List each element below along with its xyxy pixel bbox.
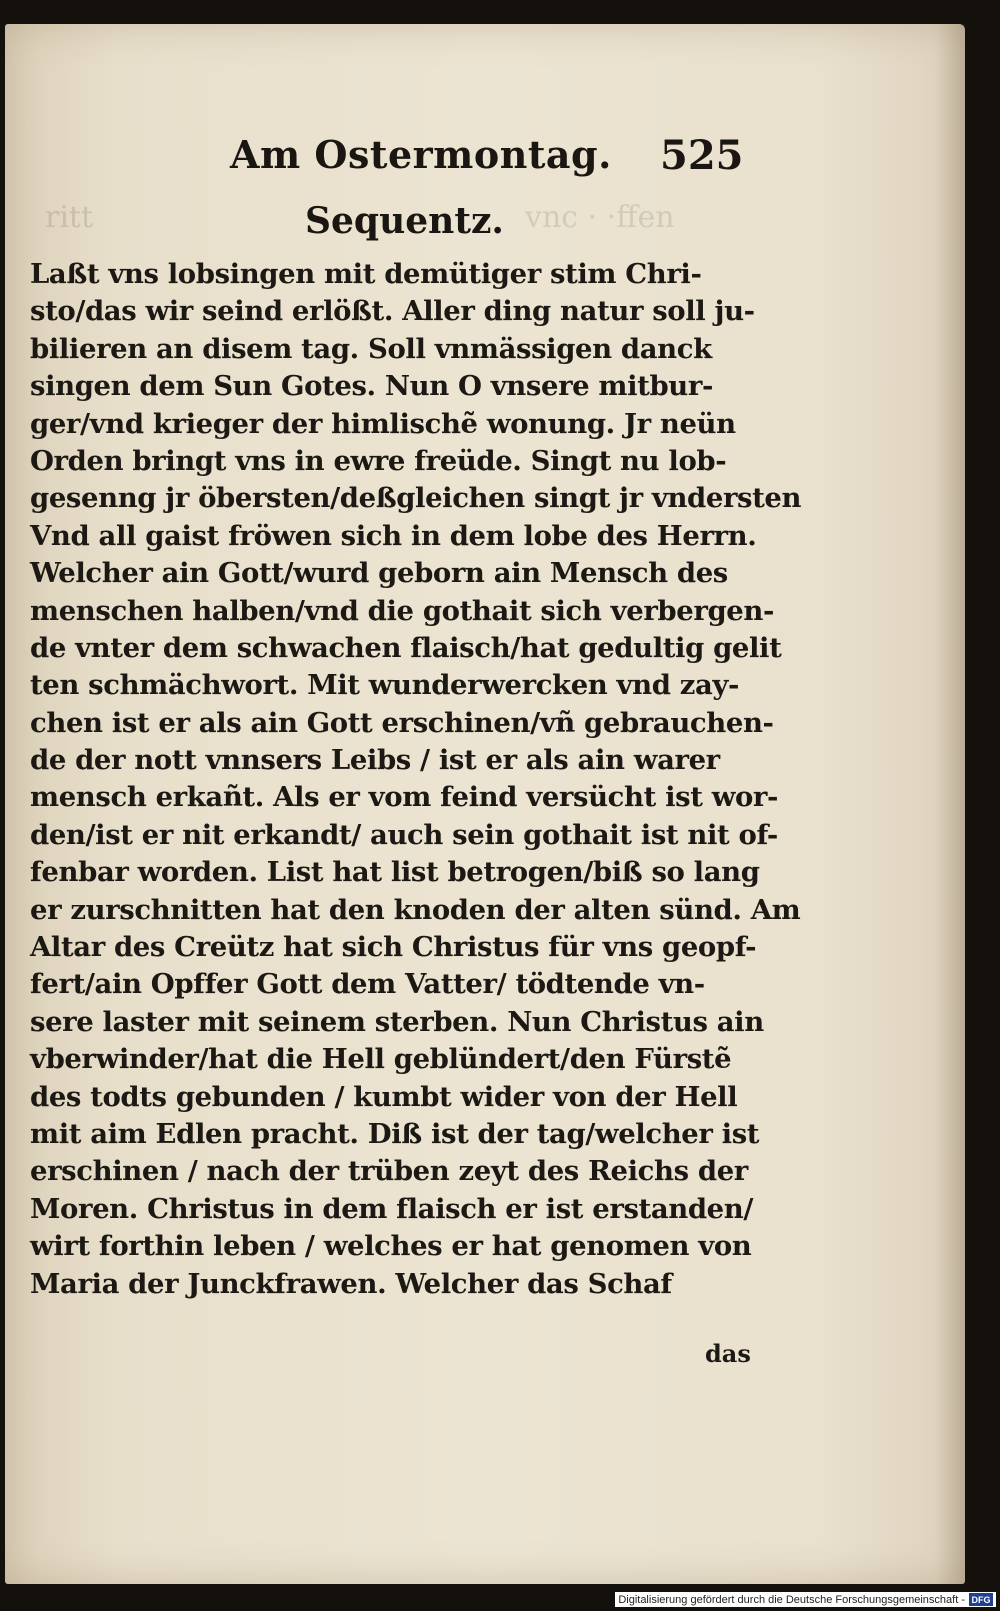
- text-line: sto/das wir seind erlößt. Aller ding natur soll ju-: [30, 295, 755, 328]
- text-line: sere laster mit seinem sterben. Nun Christus ain: [30, 1005, 764, 1038]
- show-through-text-right: vnc · ·ffen: [525, 200, 675, 235]
- digitization-credit: [615, 1592, 996, 1607]
- text-line: de der nott vnnsers Leibs / ist er als ain warer: [30, 744, 720, 777]
- text-line: erschinen / nach der trüben zeyt des Reichs der: [30, 1155, 748, 1188]
- section-title: Sequentz.: [305, 200, 504, 242]
- text-line: den/ist er nit erkandt/ auch sein gothait ist nit of-: [30, 818, 778, 851]
- text-line: Laßt vns lobsingen mit demütiger stim Chri-: [30, 258, 702, 290]
- text-line: Moren. Christus in dem flaisch er ist erstanden/: [30, 1192, 754, 1225]
- text-line: fert/ain Opffer Gott dem Vatter/ tödtende vn-: [30, 968, 705, 1001]
- text-line: chen ist er als ain Gott erschinen/vñ gebrauchen-: [30, 706, 774, 739]
- page-number: 525: [660, 132, 744, 179]
- text-line: Maria der Junckfrawen. Welcher das Schaf: [30, 1267, 672, 1300]
- book-page: [5, 24, 965, 1584]
- show-through-text-left: ritt: [45, 200, 94, 235]
- text-line: Welcher ain Gott/wurd geborn ain Mensch des: [30, 557, 728, 590]
- text-line: Orden bringt vns in ewre freüde. Singt nu lob-: [30, 444, 727, 477]
- text-line: mensch erkañt. Als er vom feind versücht ist wor-: [30, 781, 779, 814]
- text-line: de vnter dem schwachen flaisch/hat gedultig gelit: [30, 631, 782, 664]
- text-line: gesenng jr öbersten/deßgleichen singt jr vndersten: [30, 482, 802, 515]
- text-line: bilieren an disem tag. Soll vnmässigen danck: [30, 332, 712, 365]
- dfg-logo-icon: DFG: [969, 1593, 993, 1606]
- text-line: mit aim Edlen pracht. Diß ist der tag/welcher ist: [30, 1117, 760, 1150]
- page-header: [5, 132, 965, 192]
- text-line: ger/vnd krieger der himlischẽ wonung. Jr neün: [30, 407, 736, 440]
- body-text: [30, 256, 802, 1303]
- text-line: des todts gebunden / kumbt wider von der Hell: [30, 1080, 738, 1113]
- credit-text: Digitalisierung gefördert durch die Deutsche Forschungsgemeinschaft -: [618, 1593, 965, 1606]
- text-line: menschen halben/vnd die gothait sich verbergen-: [30, 594, 774, 627]
- text-line: er zurschnitten hat den knoden der alten sünd. Am: [30, 893, 801, 926]
- text-line: vberwinder/hat die Hell geblündert/den Fürstẽ: [30, 1043, 732, 1076]
- text-line: Vnd all gaist fröwen sich in dem lobe des Herrn.: [30, 519, 757, 552]
- catchword: das: [705, 1339, 751, 1368]
- text-line: singen dem Sun Gotes. Nun O vnsere mitbur-: [30, 370, 714, 403]
- text-line: fenbar worden. List hat list betrogen/biß so lang: [30, 856, 760, 889]
- text-line: ten schmächwort. Mit wunderwercken vnd zay-: [30, 669, 739, 702]
- running-title: Am Ostermontag.: [230, 132, 612, 177]
- text-line: wirt forthin leben / welches er hat genomen von: [30, 1230, 752, 1263]
- text-line: Altar des Creütz hat sich Christus für vns geopf-: [30, 931, 757, 964]
